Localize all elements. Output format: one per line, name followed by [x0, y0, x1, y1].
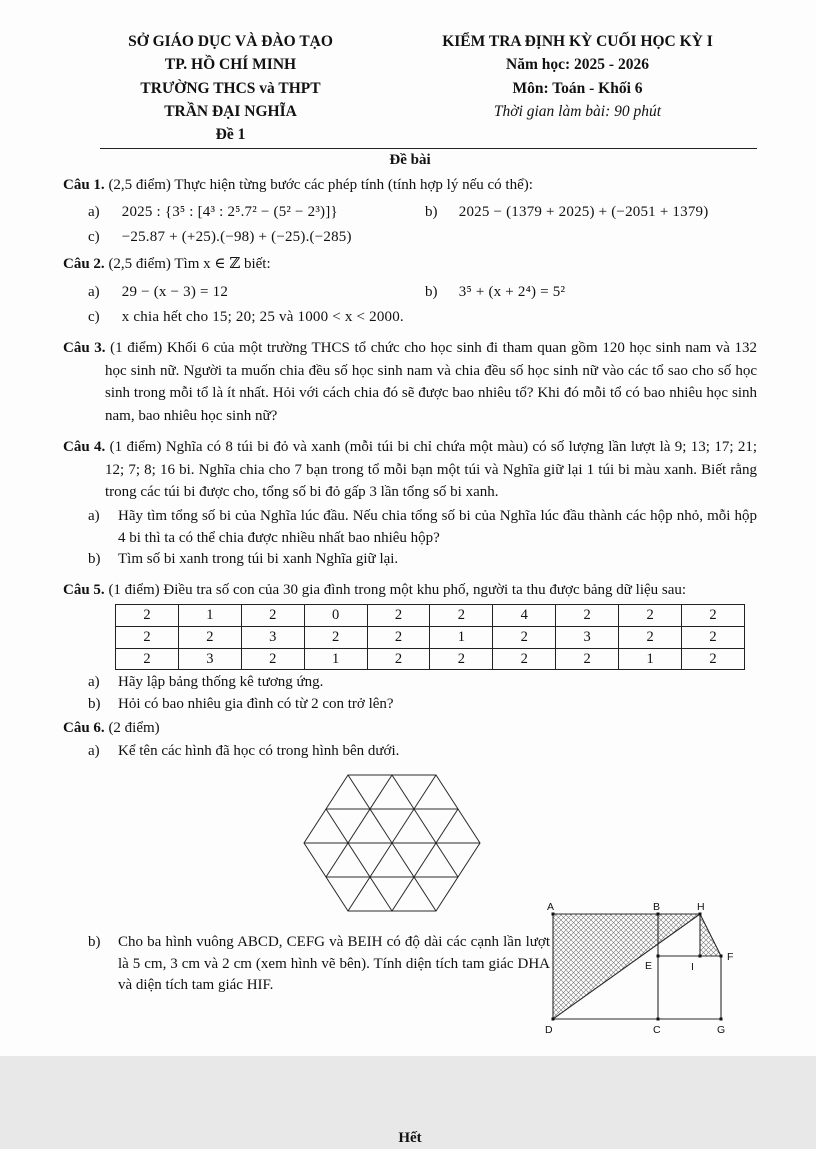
- question-1: [63, 175, 757, 249]
- table-cell: 1: [430, 626, 493, 648]
- page-content: [63, 30, 757, 1149]
- table-row: [116, 605, 745, 627]
- question-6: [63, 718, 757, 1082]
- q1c-expression: −25.87 + (+25).(−98) + (−25).(−285): [121, 229, 352, 246]
- duration: Thời gian làm bài: 90 phút: [493, 102, 662, 120]
- q4a-text: Hãy tìm tổng số bi của Nghĩa lúc đầu. Nếu chia tổng số bi của Nghĩa lúc đầu thành các hộp nhỏ, mỗi hộp 4 bi thì ta có thể chia được nhiều nhất bao nhiêu hộp?: [118, 507, 757, 546]
- table-row: [116, 648, 745, 670]
- q1c-label: c): [88, 229, 100, 246]
- table-cell: 2: [430, 605, 493, 627]
- vertex-label-a: A: [547, 900, 555, 913]
- question-2: [63, 254, 757, 328]
- q4a-label: a): [88, 507, 100, 524]
- table-cell: 2: [556, 605, 619, 627]
- vertex-label-b: B: [653, 900, 661, 913]
- table-cell: 1: [178, 605, 241, 627]
- question-4: [63, 436, 757, 571]
- q1b-label: b): [425, 203, 438, 220]
- table-cell: 3: [241, 626, 304, 648]
- table-cell: 2: [304, 626, 367, 648]
- vertex-label-h: H: [697, 900, 705, 913]
- table-cell: 4: [493, 605, 556, 627]
- table-cell: 2: [367, 626, 430, 648]
- q2c-condition: x chia hết cho 15; 20; 25 và 1000 < x < 2000.: [121, 309, 404, 326]
- q4b-label: b): [88, 551, 101, 568]
- table-cell: 2: [619, 605, 682, 627]
- table-cell: 2: [367, 605, 430, 627]
- q1-label: Câu 1.: [63, 176, 105, 193]
- q6a-label: a): [88, 742, 100, 759]
- vertex-label-f: F: [727, 950, 734, 963]
- table-cell: 2: [682, 648, 745, 670]
- q6b-label: b): [88, 933, 101, 950]
- q5a-label: a): [88, 674, 100, 691]
- header-dept-line2: TP. HỒ CHÍ MINH: [164, 56, 297, 74]
- q5-label: Câu 5.: [63, 582, 105, 599]
- table-cell: 2: [116, 626, 179, 648]
- vertex-label-c: C: [653, 1023, 661, 1036]
- q2b-label: b): [425, 283, 438, 300]
- table-cell: 0: [304, 605, 367, 627]
- q6b-row: [63, 900, 757, 1082]
- question-5: [63, 580, 757, 716]
- exam-code: Đề 1: [215, 126, 246, 143]
- header-divider: [100, 148, 757, 149]
- header-school-line2: TRẦN ĐẠI NGHĨA: [164, 102, 297, 120]
- q6a-text: Kể tên các hình đã học có trong hình bên dưới.: [118, 742, 400, 759]
- vertex-label-d: D: [545, 1023, 553, 1036]
- table-cell: 3: [178, 648, 241, 670]
- header-dept-line1: SỞ GIÁO DỤC VÀ ĐÀO TẠO: [128, 33, 333, 50]
- table-cell: 2: [619, 626, 682, 648]
- header-school-block: [63, 30, 398, 146]
- vertex-label-e: E: [645, 959, 653, 972]
- vertex-label-i: I: [691, 960, 694, 973]
- hexagon-triangles-figure: [304, 775, 480, 918]
- q1a-expression: 2025 : {3⁵ : [4³ : 2⁵.7² − (5² − 2³)]}: [121, 203, 338, 220]
- q5-intro: (1 điểm) Điều tra số con của 30 gia đình trong một khu phố, người ta thu được bảng dữ liệu sau:: [108, 582, 687, 599]
- q2b-equation: 3⁵ + (x + 2⁴) = 5²: [458, 283, 566, 300]
- table-cell: 1: [304, 648, 367, 670]
- q6b-text: Cho ba hình vuông ABCD, CEFG và BEIH có độ dài các cạnh lần lượt là 5 cm, 3 cm và 2 cm (xem hình vẽ bên). Tính diện tích tam giác DHA và diện tích tam giác HIF.: [118, 933, 550, 994]
- table-cell: 2: [116, 648, 179, 670]
- end-marker: Hết: [398, 1129, 422, 1146]
- q5a-text: Hãy lập bảng thống kê tương ứng.: [118, 674, 324, 691]
- q2a-equation: 29 − (x − 3) = 12: [121, 283, 229, 300]
- section-title: Đề bài: [389, 152, 431, 169]
- school-year: Năm học: 2025 - 2026: [506, 56, 649, 74]
- q2-intro: (2,5 điểm) Tìm x ∈ ℤ biết:: [108, 256, 271, 273]
- table-cell: 1: [619, 648, 682, 670]
- q5b-text: Hỏi có bao nhiêu gia đình có từ 2 con trở lên?: [118, 695, 394, 712]
- table-cell: 2: [241, 648, 304, 670]
- q1b-expression: 2025 − (1379 + 2025) + (−2051 + 1379): [458, 203, 709, 220]
- table-cell: 2: [241, 605, 304, 627]
- table-row: [116, 626, 745, 648]
- exam-header: [63, 30, 757, 146]
- q5-data-table: [115, 604, 745, 670]
- q4b-text: Tìm số bi xanh trong túi bi xanh Nghĩa giữ lại.: [118, 551, 399, 568]
- table-cell: 2: [682, 626, 745, 648]
- vertex-label-g: G: [717, 1023, 726, 1036]
- q4-text: (1 điểm) Nghĩa có 8 túi bi đỏ và xanh (mỗi túi bi chỉ chứa một màu) có số lượng lần lượt là 9; 13; 17; 21; 12; 7; 8; 16 bi. Nghĩa chia cho 7 bạn trong tổ mỗi bạn một túi và Nghĩa giữ lại 1 túi bi màu xanh. Biết rằng trong các túi bi được cho, tổng số bi đỏ gấp 3 lần tổng số bi xanh.: [105, 439, 757, 501]
- exam-title: KIỂM TRA ĐỊNH KỲ CUỐI HỌC KỲ I: [442, 33, 713, 50]
- table-cell: 2: [556, 648, 619, 670]
- q1a-label: a): [88, 203, 100, 220]
- table-cell: 2: [430, 648, 493, 670]
- table-cell: 2: [178, 626, 241, 648]
- q2c-label: c): [88, 309, 100, 326]
- table-cell: 2: [493, 626, 556, 648]
- table-cell: 2: [116, 605, 179, 627]
- table-cell: 2: [367, 648, 430, 670]
- table-cell: 3: [556, 626, 619, 648]
- header-school-line1: TRƯỜNG THCS và THPT: [140, 79, 321, 97]
- q2-label: Câu 2.: [63, 256, 105, 273]
- q6-label: Câu 6.: [63, 719, 105, 736]
- table-cell: 2: [682, 605, 745, 627]
- q5b-label: b): [88, 695, 101, 712]
- q4-label: Câu 4.: [63, 439, 106, 456]
- table-cell: 2: [493, 648, 556, 670]
- squares-figure: [541, 900, 741, 1055]
- q6-points: (2 điểm): [108, 719, 160, 736]
- header-exam-block: [398, 30, 757, 146]
- question-3: [63, 337, 757, 427]
- subject-grade: Môn: Toán - Khối 6: [512, 79, 643, 97]
- q1-intro: (2,5 điểm) Thực hiện từng bước các phép tính (tính hợp lý nếu có thể):: [108, 176, 533, 193]
- q3-label: Câu 3.: [63, 340, 106, 357]
- q2a-label: a): [88, 283, 100, 300]
- q3-text: (1 điểm) Khối 6 của một trường THCS tổ chức cho học sinh đi tham quan gồm 120 học sinh nam và 132 học sinh nữ. Người ta muốn chia đều số học sinh nam và chia đều số học sinh nữ vào các tổ sao cho số học sinh trong mỗi tổ là ít nhất. Hỏi với cách chia đó sẽ được bao nhiêu tổ? Khi đó mỗi tổ có bao nhiêu học sinh nam, bao nhiêu học sinh nữ?: [105, 340, 757, 424]
